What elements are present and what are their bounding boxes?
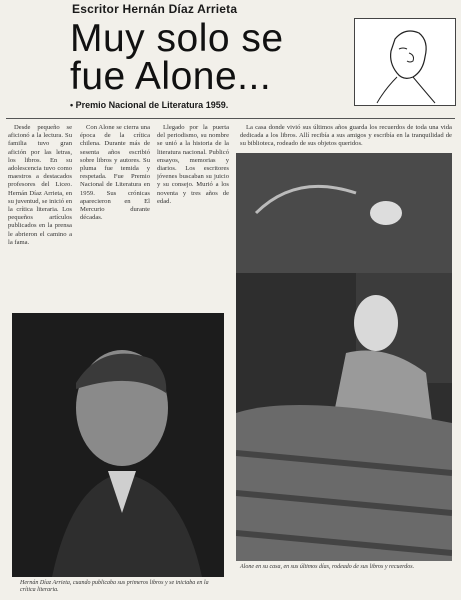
caption-left: Hernán Díaz Arrieta, cuando publicaba sus primeros libros y se iniciaba en la crítica literaria. (20, 580, 209, 593)
bed-photo (236, 153, 452, 561)
column-2 (80, 124, 150, 306)
caricature-illustration (354, 18, 456, 106)
column-4-text: La casa donde vivió sus últimos años guarda los recuerdos de toda una vida dedicada a los libros. Allí recibía a sus amigos y escribía en la tranquilidad de su biblioteca, rodeado de sus objetos queridos. (240, 124, 452, 148)
divider (6, 118, 455, 119)
headline: Muy solo se fue Alone... (70, 17, 284, 98)
column-3-text: Llegado por la puerta del periodismo, su nombre se unió a la historia de la literatura nacional. Publicó ensayos, memorias y diarios. Los escritores jóvenes buscaban su juicio y su consejo. Murió a los noventa y tres años de edad. (157, 124, 229, 205)
kicker: Escritor Hernán Díaz Arrieta (72, 2, 238, 16)
caption-right: Alone en su casa, en sus últimos días, rodeado de sus libros y recuerdos. (240, 564, 415, 570)
subhead: • Premio Nacional de Literatura 1959. (70, 100, 229, 110)
column-4 (240, 124, 452, 150)
portrait-photo (12, 313, 224, 577)
column-2-text: Con Alone se cierra una época de la crítica chilena. Durante más de sesenta años escribió sobre libros y autores. Su pluma fue temida y respetada. Fue Premio Nacional de Literatura en 1959. Sus crónicas aparecieron en El Mercurio durante décadas. (80, 124, 150, 222)
column-3 (157, 124, 229, 306)
column-1-text: Desde pequeño se aficionó a la lectura. Su familia tuvo gran afición por las letras, los libros. En su adolescencia tuvo como maestros a destacados profesores del Liceo. Hernán Díaz Arrieta, en su juventud, se inició en la crítica literaria. Los pequeños artículos publicados en la prensa le abrieron el camino a la fama. (8, 124, 72, 246)
column-1 (8, 124, 72, 306)
